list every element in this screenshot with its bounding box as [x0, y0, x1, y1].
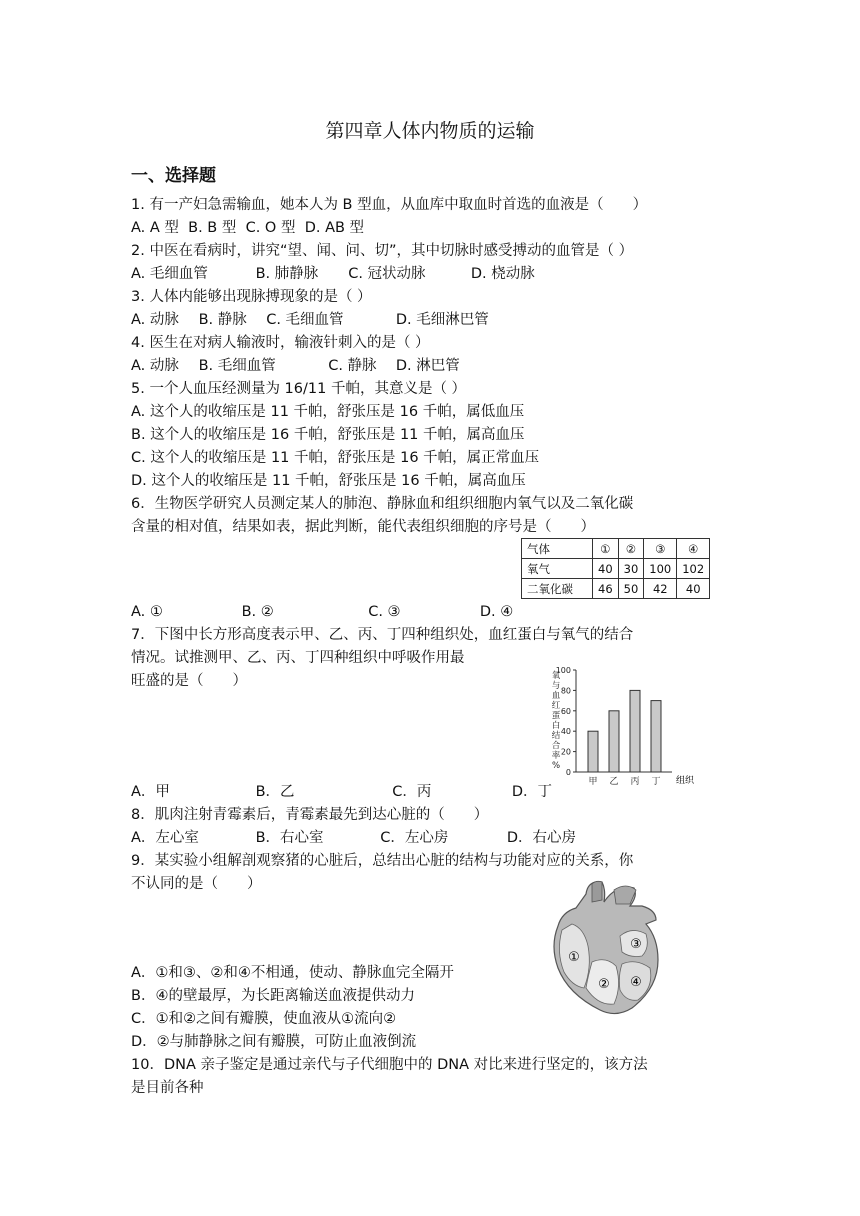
q6-option-d: D. ④ [479, 604, 514, 620]
q5-stem: 5. 一个人血压经测量为 16/11 千帕，其意义是（ ） [131, 381, 467, 397]
heart-label-3: ③ [630, 937, 642, 952]
table-cell: 46 [593, 579, 619, 599]
q7-option-b: B．乙 [255, 784, 295, 800]
q4-options [131, 356, 460, 376]
q6-option-b: B. ② [241, 604, 274, 620]
q8-option-b: B．右心室 [255, 830, 324, 846]
table-cell: 40 [677, 579, 710, 599]
chart-ytick-label: 100 [555, 666, 571, 675]
chart-ylabel [552, 670, 561, 771]
chart-category-label: 丙 [630, 777, 640, 787]
chart-ylabel-char: 与 [551, 681, 561, 691]
chart-bar-乙 [609, 711, 619, 772]
chart-ylabel-char: 合 [551, 741, 561, 751]
q7-option-c: C．丙 [392, 784, 432, 800]
page-title: 第四章人体内物质的运输 [325, 120, 535, 142]
q1-option-d: D. AB 型 [304, 220, 365, 236]
q10-stem-2: 是目前各种 [131, 1080, 204, 1096]
q7-option-d: D．丁 [511, 784, 552, 800]
table-cell: 50 [618, 579, 644, 599]
q2-stem: 2. 中医在看病时，讲究“望、闻、问、切”，其中切脉时感受搏动的血管是（ ） [131, 243, 634, 259]
q4-option-d: D. 淋巴管 [395, 358, 460, 374]
q7-option-a: A．甲 [131, 784, 170, 800]
q2-option-a: A. 毛细血管 [131, 266, 208, 282]
q10-stem-1: 10．DNA 亲子鉴定是通过亲代与子代细胞中的 DNA 对比来进行坚定的，该方法 [131, 1057, 648, 1073]
table-cell: 二氧化碳 [522, 579, 593, 599]
q5-option-a: A. 这个人的收缩压是 11 千帕，舒张压是 16 千帕，属低血压 [131, 404, 525, 420]
chart-ylabel-char: % [551, 761, 561, 771]
oxygen-binding-chart [548, 660, 708, 788]
chart-ytick-label: 0 [565, 768, 571, 777]
q7-stem-1: 7．下图中长方形高度表示甲、乙、丙、丁四种组织处，血红蛋白与氧气的结合 [131, 627, 634, 643]
chart-ylabel-char: 率 [551, 751, 561, 761]
chart-category-label: 乙 [609, 777, 619, 787]
q3-option-d: D. 毛细淋巴管 [395, 312, 489, 328]
q1-options [131, 218, 364, 238]
q7-stem-2: 情况。试推测甲、乙、丙、丁四种组织中呼吸作用最 [131, 650, 465, 666]
q9-stem-2: 不认同的是（ ） [131, 876, 262, 892]
q8-option-a: A．左心室 [131, 830, 199, 846]
gas-table [521, 538, 710, 599]
table-cell: 42 [644, 579, 677, 599]
q2-option-c: C. 冠状动脉 [348, 266, 426, 282]
q6-option-c: C. ③ [368, 604, 401, 620]
chart-ytick-label: 80 [560, 686, 571, 696]
table-row [522, 559, 710, 579]
chart-ytick-label: 60 [560, 706, 571, 716]
aorta-vessel [592, 881, 602, 902]
q5-option-d: D. 这个人的收缩压是 11 千帕，舒张压是 16 千帕，属高血压 [131, 473, 526, 489]
table-cell: 30 [618, 559, 644, 579]
q8-option-d: D．右心房 [506, 830, 576, 846]
q4-option-a: A. 动脉 [131, 358, 179, 374]
heart-label-1: ① [568, 950, 580, 965]
q7-stem-3: 旺盛的是（ ） [131, 673, 247, 689]
chart-ylabel-char: 红 [551, 701, 561, 711]
q6-stem-2: 含量的相对值，结果如表，据此判断，能代表组织细胞的序号是（ ） [131, 519, 595, 535]
chart-ylabel-char: 血 [551, 691, 561, 701]
table-cell: 102 [677, 559, 710, 579]
q1-option-a: A. A 型 [131, 220, 179, 236]
q2-option-d: D. 桡动脉 [470, 266, 535, 282]
table-cell: 40 [593, 559, 619, 579]
q9-option-d: D．②与肺静脉之间有瓣膜，可防止血液倒流 [131, 1034, 417, 1050]
q3-option-c: C. 毛细血管 [266, 312, 344, 328]
chart-ytick-label: 20 [560, 747, 571, 757]
chart-bar-甲 [588, 731, 598, 772]
q9-option-b: B．④的壁最厚，为长距离输送血液提供动力 [131, 988, 415, 1004]
q7-options [131, 782, 552, 802]
table-cell: 氧气 [522, 559, 593, 579]
q1-option-c: C. O 型 [245, 220, 296, 236]
chart-bar-丙 [630, 690, 640, 772]
q6-options [131, 602, 513, 622]
q3-option-a: A. 动脉 [131, 312, 179, 328]
q9-option-a: A．①和③、②和④不相通，使动、静脉血完全隔开 [131, 965, 454, 981]
table-cell: ④ [677, 539, 710, 559]
q2-options [131, 264, 535, 284]
q5-option-c: C. 这个人的收缩压是 11 千帕，舒张压是 16 千帕，属正常血压 [131, 450, 540, 466]
q3-option-b: B. 静脉 [198, 312, 247, 328]
table-cell: ③ [644, 539, 677, 559]
chart-xlabel: 组织 [676, 776, 695, 786]
q1-option-b: B. B 型 [188, 220, 237, 236]
q6-option-a: A. ① [131, 604, 163, 620]
heart-label-4: ④ [630, 975, 642, 990]
table-cell: 100 [644, 559, 677, 579]
chart-bar-丁 [651, 701, 661, 772]
q2-option-b: B. 肺静脉 [255, 266, 319, 282]
q9-stem-1: 9．某实验小组解剖观察猪的心脏后，总结出心脏的结构与功能对应的关系，你 [131, 853, 634, 869]
q8-stem: 8．肌肉注射青霉素后，青霉素最先到达心脏的（ ） [131, 807, 489, 823]
q5-option-b: B. 这个人的收缩压是 16 千帕，舒张压是 11 千帕，属高血压 [131, 427, 525, 443]
chart-ylabel-char: 白 [551, 721, 561, 731]
table-cell: ① [593, 539, 619, 559]
chart-category-label: 丁 [651, 777, 661, 787]
q8-options [131, 828, 576, 848]
q1-stem: 1. 有一产妇急需输血，她本人为 B 型血，从血库中取血时首选的血液是（ ） [131, 197, 648, 213]
chart-ylabel-char: 蛋 [551, 711, 561, 721]
q3-options [131, 310, 489, 330]
q9-option-c: C．①和②之间有瓣膜，使血液从①流向② [131, 1011, 397, 1027]
table-cell: ② [618, 539, 644, 559]
chart-ylabel-char: 结 [551, 731, 561, 741]
table-row [522, 579, 710, 599]
chart-ytick-label: 40 [560, 727, 571, 737]
q4-stem: 4. 医生在对病人输液时，输液针刺入的是（ ） [131, 335, 430, 351]
table-cell: 气体 [522, 539, 593, 559]
heart-diagram [546, 876, 676, 1021]
q6-stem-1: 6．生物医学研究人员测定某人的肺泡、静脉血和组织细胞内氧气以及二氧化碳 [131, 496, 634, 512]
heart-label-2: ② [598, 977, 610, 992]
q8-option-c: C．左心房 [380, 830, 449, 846]
table-row [522, 539, 710, 559]
q4-option-c: C. 静脉 [328, 358, 377, 374]
q3-stem: 3. 人体内能够出现脉搏现象的是（ ） [131, 289, 372, 305]
chart-category-label: 甲 [588, 777, 598, 787]
section-heading: 一、选择题 [131, 166, 216, 186]
q4-option-b: B. 毛细血管 [198, 358, 276, 374]
chart-ylabel-char: 氧 [551, 671, 561, 681]
